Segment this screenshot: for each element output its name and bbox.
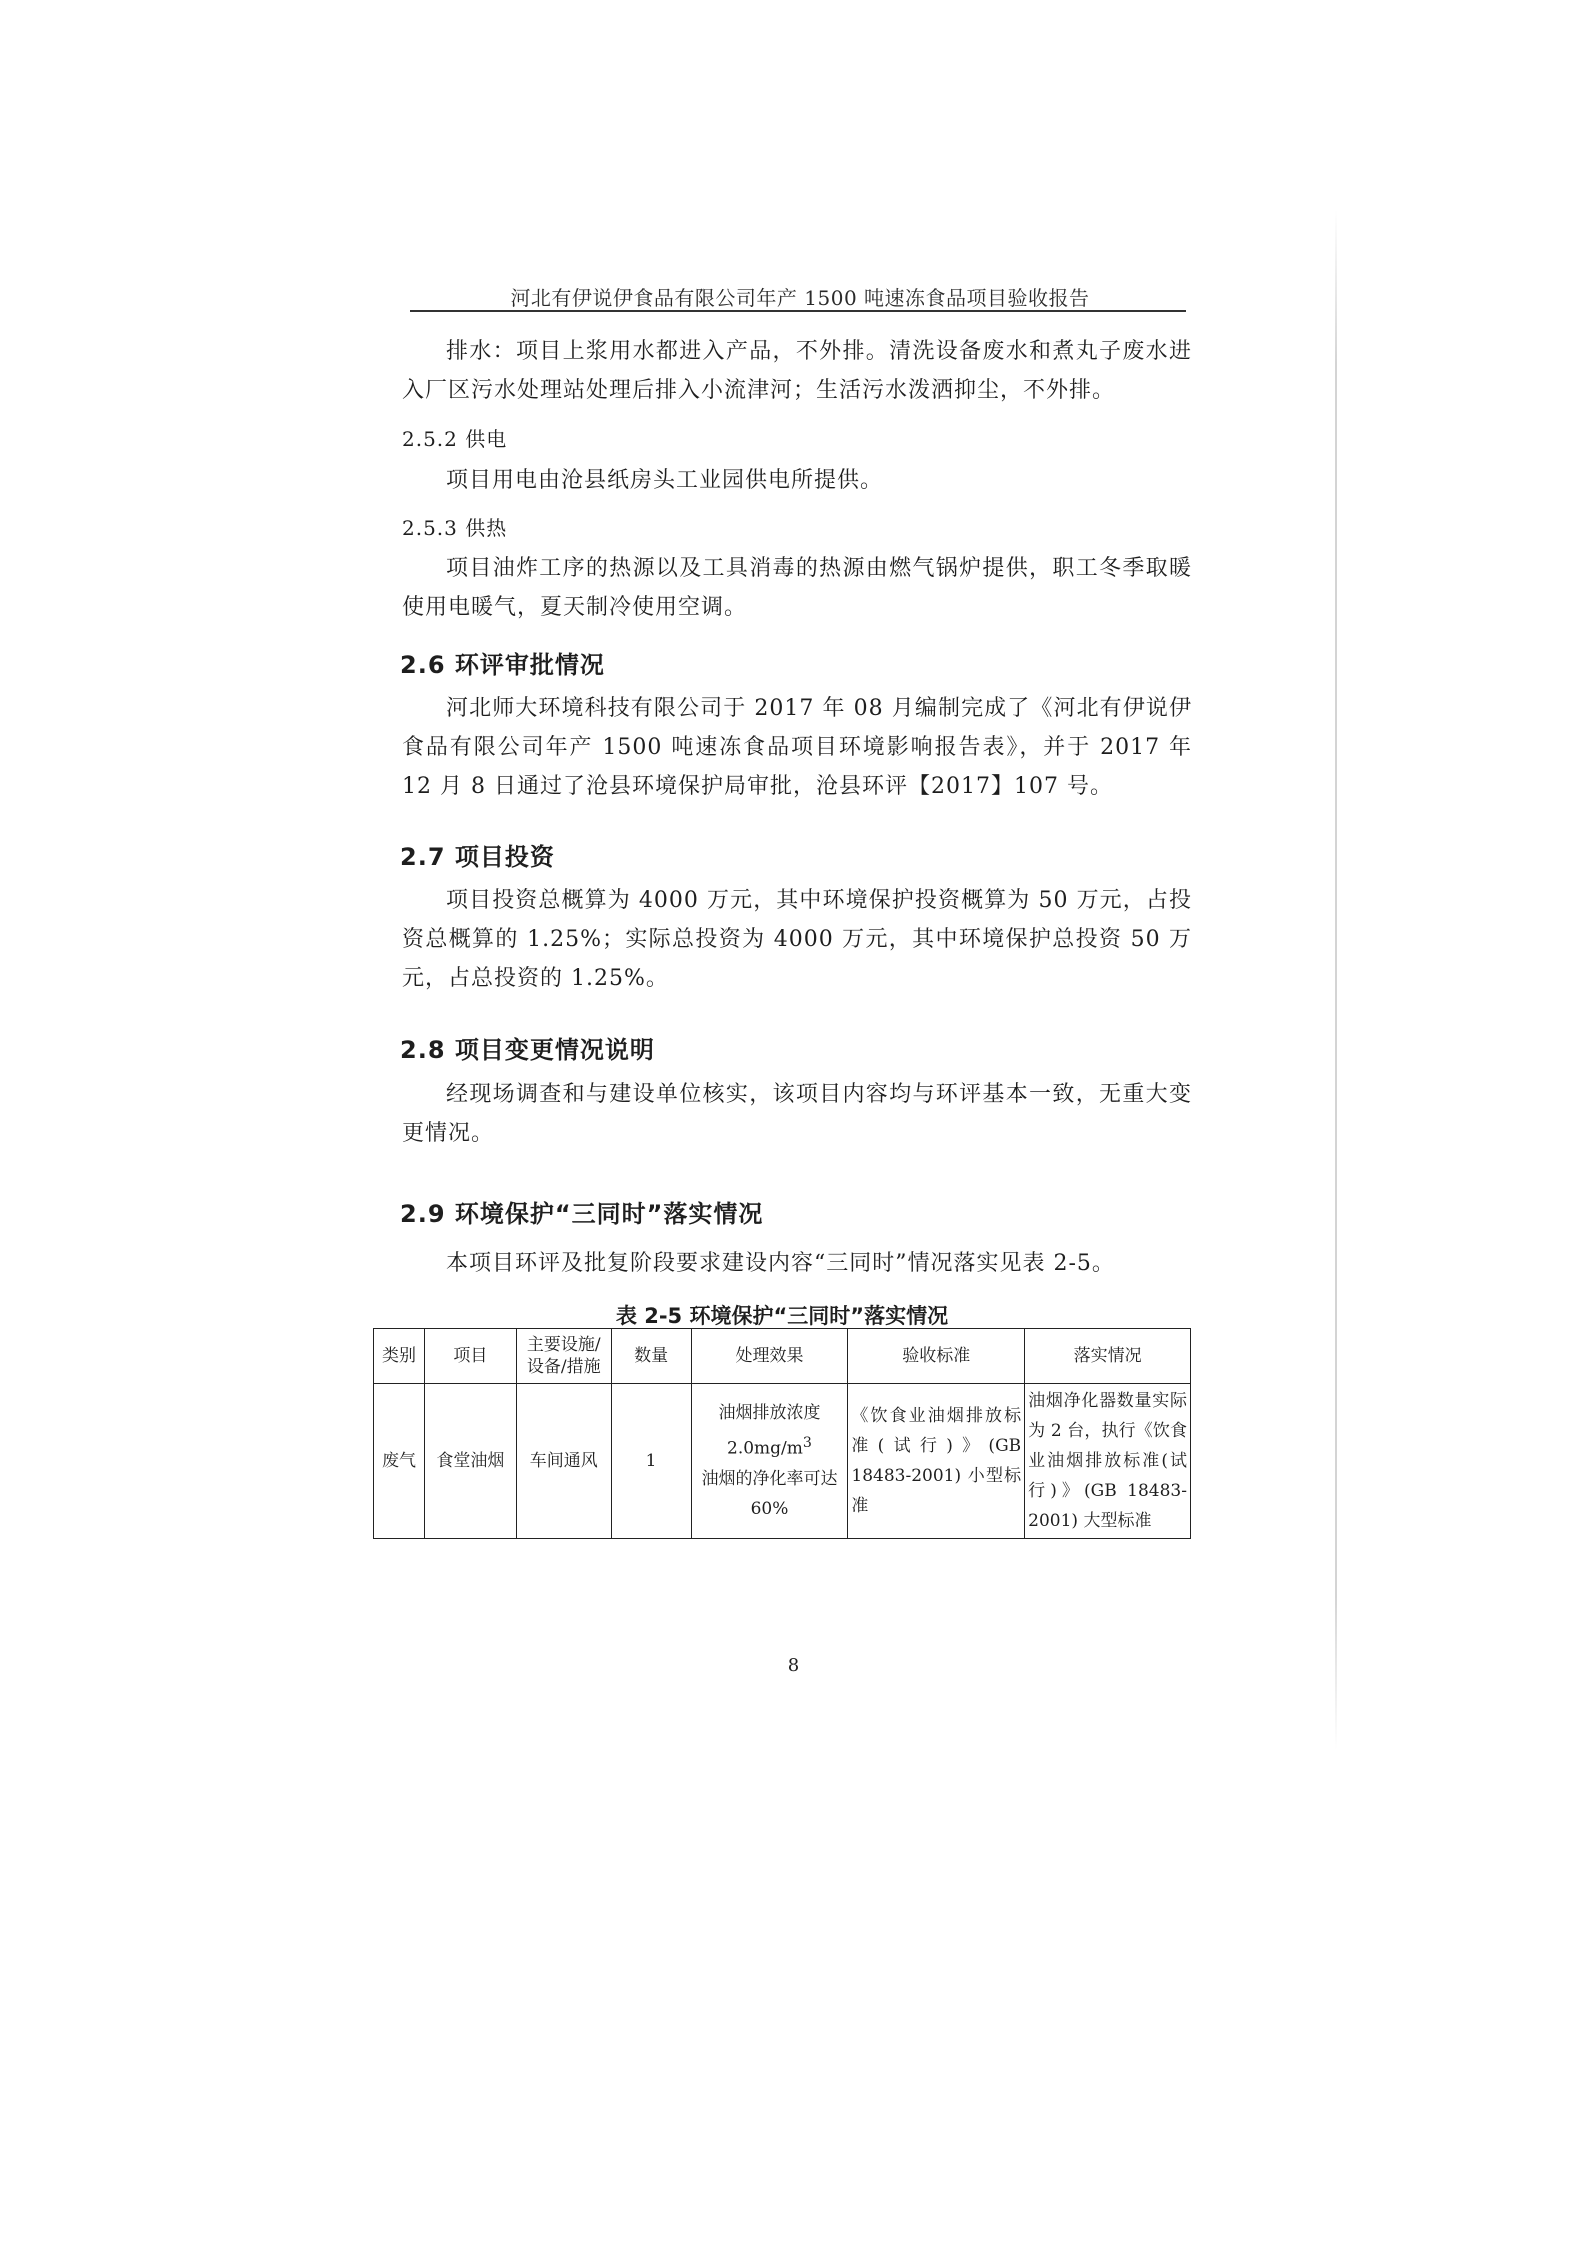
- implementation-table: [373, 1328, 1191, 1539]
- paragraph-power: 项目用电由沧县纸房头工业园供电所提供。: [446, 468, 884, 493]
- header-standard: 验收标准: [848, 1329, 1025, 1384]
- cell-implementation: 油烟净化器数量实际为 2 台，执行《饮食业油烟排放标准(试行)》(GB 18483-2001) 大型标准: [1025, 1384, 1191, 1539]
- section-body-2-7: 项目投资总概算为 4000 万元，其中环境保护投资概算为 50 万元，占投资总概算的 1.25%；实际总投资为 4000 万元，其中环境保护总投资 50 万元，占总投资的 1.25%。: [402, 888, 1192, 991]
- effect-line-3: 油烟的净化率可达 60%: [701, 1468, 838, 1519]
- cell-quantity: 1: [611, 1384, 691, 1539]
- header-category: 类别: [374, 1329, 425, 1384]
- header-implementation: 落实情况: [1025, 1329, 1191, 1384]
- cell-effect: [691, 1384, 848, 1539]
- scan-edge-line: [1335, 210, 1337, 1750]
- table-header-row: [374, 1329, 1191, 1384]
- header-rule: [410, 310, 1186, 312]
- table-title: 表 2-5 环境保护“三同时”落实情况: [615, 1304, 949, 1328]
- section-title-2-9: 2.9 环境保护“三同时”落实情况: [400, 1200, 764, 1228]
- effect-unit-superscript: 3: [802, 1435, 812, 1452]
- header-effect: 处理效果: [691, 1329, 848, 1384]
- header-facility: 主要设施/设备/措施: [516, 1329, 611, 1384]
- effect-line-1: 油烟排放浓度: [718, 1403, 821, 1424]
- cell-category: 废气: [374, 1384, 425, 1539]
- section-body-2-9: 本项目环评及批复阶段要求建设内容“三同时”情况落实见表 2-5。: [446, 1251, 1115, 1276]
- section-title-2-8: 2.8 项目变更情况说明: [400, 1036, 655, 1064]
- paragraph-drainage: 排水：项目上浆用水都进入产品，不外排。清洗设备废水和煮丸子废水进入厂区污水处理站处理后排入小流津河；生活污水泼洒抑尘，不外排。: [402, 339, 1192, 403]
- cell-standard: 《饮食业油烟排放标准(试行)》(GB 18483-2001) 小型标准: [848, 1384, 1025, 1539]
- subheading-heat: 2.5.3 供热: [402, 516, 508, 540]
- paragraph-heat: 项目油炸工序的热源以及工具消毒的热源由燃气锅炉提供，职工冬季取暖使用电暖气，夏天制冷使用空调。: [402, 556, 1192, 620]
- page-number: 8: [787, 1655, 800, 1676]
- subheading-power: 2.5.2 供电: [402, 427, 508, 451]
- header-item: 项目: [424, 1329, 516, 1384]
- table-row: [374, 1384, 1191, 1539]
- header-quantity: 数量: [611, 1329, 691, 1384]
- effect-concentration: 2.0mg/m: [727, 1438, 803, 1459]
- cell-facility: 车间通风: [516, 1384, 611, 1539]
- cell-item: 食堂油烟: [424, 1384, 516, 1539]
- section-title-2-7: 2.7 项目投资: [400, 843, 555, 871]
- section-body-2-6: 河北师大环境科技有限公司于 2017 年 08 月编制完成了《河北有伊说伊食品有限公司年产 1500 吨速冻食品项目环境影响报告表》，并于 2017 年 12 月 8 日通过了沧县环境保护局审批，沧县环评【2017】107 号。: [402, 696, 1192, 799]
- section-title-2-6: 2.6 环评审批情况: [400, 651, 605, 679]
- section-body-2-8: 经现场调查和与建设单位核实，该项目内容均与环评基本一致，无重大变更情况。: [402, 1082, 1192, 1146]
- page-header: 河北有伊说伊食品有限公司年产 1500 吨速冻食品项目验收报告: [510, 286, 1090, 310]
- effect-line-2: [695, 1428, 845, 1464]
